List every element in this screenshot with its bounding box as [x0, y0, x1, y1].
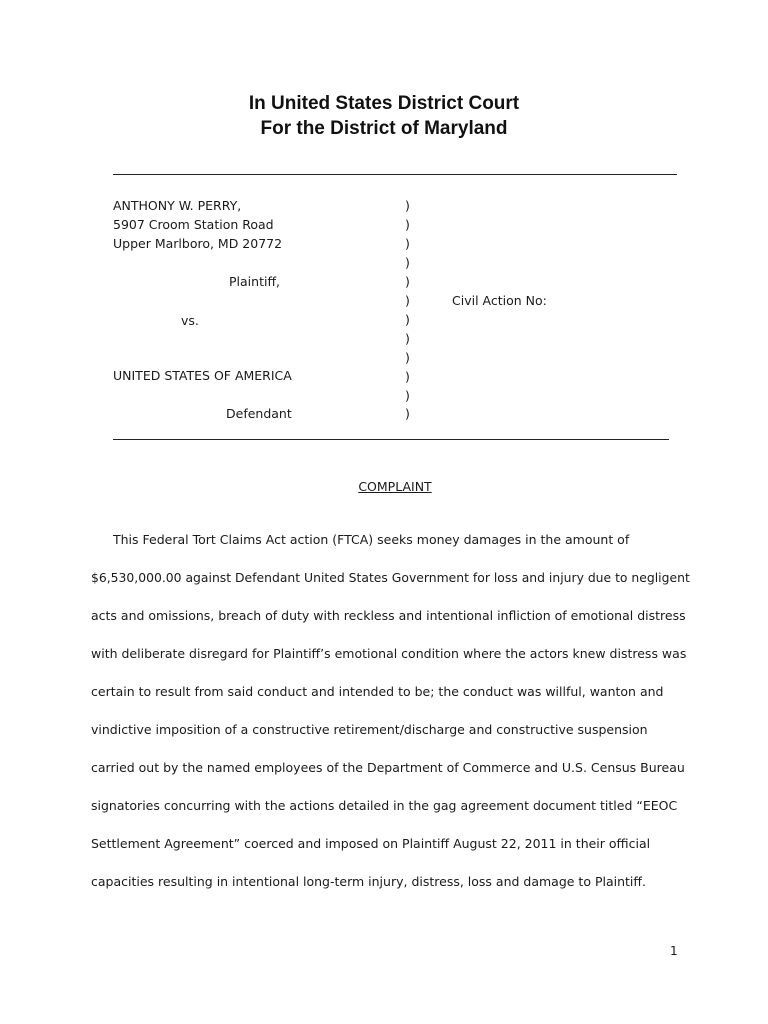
caption-bottom-rule — [113, 439, 669, 440]
body-line: $6,530,000.00 against Defendant United States Government for loss and injury due to negligent — [91, 570, 690, 585]
caption-top-rule — [113, 174, 677, 175]
plaintiff-address-line-1: 5907 Croom Station Road — [113, 217, 274, 232]
body-line: vindictive imposition of a constructive retirement/discharge and constructive suspension — [91, 722, 648, 737]
caption-paren: ) — [405, 198, 410, 213]
body-line: capacities resulting in intentional long-term injury, distress, loss and damage to Plaintiff. — [91, 874, 646, 889]
body-line: Settlement Agreement” coerced and imposed on Plaintiff August 22, 2011 in their official — [91, 836, 651, 851]
plaintiff-name: ANTHONY W. PERRY, — [113, 198, 242, 213]
body-line: with deliberate disregard for Plaintiff’s emotional condition where the actors knew distress was — [91, 646, 687, 661]
body-line: acts and omissions, breach of duty with reckless and intentional infliction of emotional distress — [91, 608, 686, 623]
caption-paren: ) — [405, 331, 410, 346]
caption-paren: ) — [405, 406, 410, 421]
page-number: 1 — [670, 944, 678, 958]
caption-paren: ) — [405, 350, 410, 365]
body-line: carried out by the named employees of the Department of Commerce and U.S. Census Bureau — [91, 760, 685, 775]
court-title-line-2: For the District of Maryland — [260, 118, 508, 139]
body-line: signatories concurring with the actions detailed in the gag agreement document titled “EEOC — [91, 798, 678, 813]
plaintiff-address-line-2: Upper Marlboro, MD 20772 — [113, 236, 283, 251]
caption-paren: ) — [405, 369, 410, 384]
court-title-line-1: In United States District Court — [248, 93, 520, 114]
defendant-name: UNITED STATES OF AMERICA — [113, 368, 292, 383]
caption-paren: ) — [405, 388, 410, 403]
body-line: certain to result from said conduct and intended to be; the conduct was willful, wanton and — [91, 684, 664, 699]
caption-paren: ) — [405, 255, 410, 270]
plaintiff-label: Plaintiff, — [229, 274, 281, 289]
body-line: This Federal Tort Claims Act action (FTCA) seeks money damages in the amount of — [113, 532, 630, 547]
civil-action-label: Civil Action No: — [452, 293, 547, 308]
versus-label: vs. — [181, 313, 199, 328]
defendant-label: Defendant — [226, 406, 292, 421]
complaint-heading: COMPLAINT — [358, 479, 432, 494]
caption-paren: ) — [405, 274, 410, 289]
caption-paren: ) — [405, 236, 410, 251]
caption-paren: ) — [405, 312, 410, 327]
caption-paren: ) — [405, 217, 410, 232]
caption-paren: ) — [405, 293, 410, 308]
